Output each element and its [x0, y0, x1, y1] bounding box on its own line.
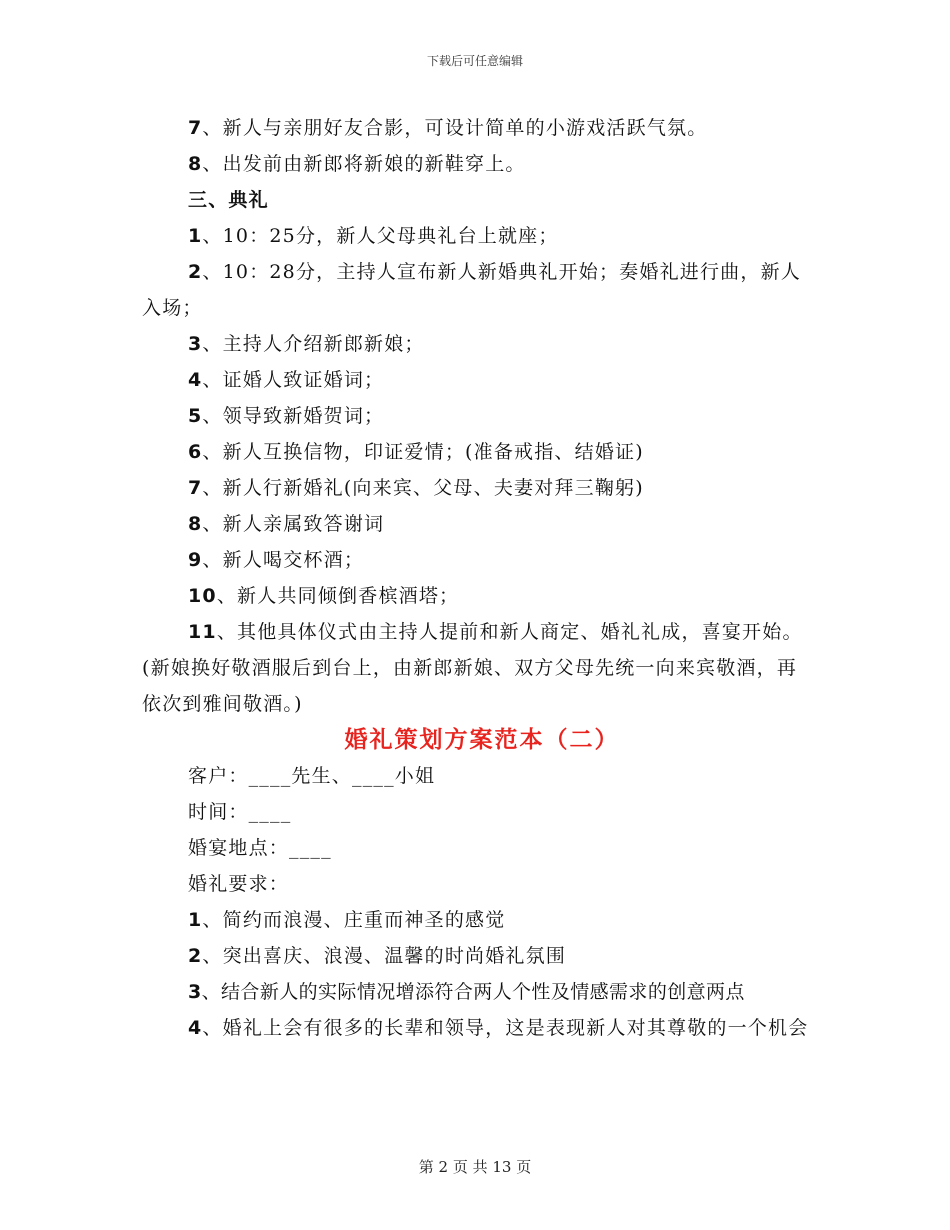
item-text: 、新人亲属致答谢词: [202, 513, 385, 535]
item-text: 、新人共同倾倒香槟酒塔；: [216, 585, 460, 607]
info-client: 客户：____先生、____小姐: [188, 765, 436, 787]
item-text: 、新人喝交杯酒；: [202, 549, 365, 571]
item-number: 9: [188, 549, 203, 571]
item-number: 10: [188, 585, 217, 607]
item-number: 8: [188, 153, 203, 175]
info-requirements: 婚礼要求：: [188, 873, 290, 895]
item-text: 、出发前由新郎将新娘的新鞋穿上。: [202, 153, 526, 175]
item-number: 4: [188, 369, 203, 391]
item-text: 、10：28分，主持人宣布新人新婚典礼开始；奏婚礼进行曲，新人入场；: [142, 261, 801, 319]
item-number: 2: [188, 261, 203, 283]
list-item: [142, 218, 812, 254]
list-item: [142, 902, 812, 938]
item-text: 、领导致新婚贺词；: [202, 405, 385, 427]
list-item: [142, 506, 812, 542]
item-number: 6: [188, 441, 203, 463]
list-item: [142, 254, 812, 326]
item-text: 、新人行新婚礼(向来宾、父母、夫妻对拜三鞠躬): [202, 477, 644, 499]
page-footer: 第 2 页 共 13 页: [418, 1158, 532, 1176]
item-text: 、证婚人致证婚词；: [202, 369, 385, 391]
section-title: 婚礼策划方案范本（二）: [344, 726, 620, 753]
item-text: 、10：25分，新人父母典礼台上就座；: [202, 225, 559, 247]
page-header: 下载后可任意编辑: [426, 54, 523, 68]
item-number: 7: [188, 477, 203, 499]
list-item: [142, 1010, 812, 1046]
item-number: 1: [188, 909, 203, 931]
item-number: 3: [188, 981, 202, 1003]
list-item: [142, 434, 812, 470]
list-item: [142, 614, 812, 722]
item-number: 11: [188, 621, 217, 643]
list-item: [142, 326, 812, 362]
item-number: 3: [188, 333, 203, 355]
item-number: 7: [188, 117, 203, 139]
list-item: [142, 470, 812, 506]
item-text: 、简约而浪漫、庄重而神圣的感觉: [202, 909, 506, 931]
item-number: 1: [188, 225, 203, 247]
item-text: 、新人与亲朋好友合影，可设计简单的小游戏活跃气氛。: [202, 117, 708, 139]
list-item: [142, 578, 812, 614]
item-text: 、主持人介绍新郎新娘；: [202, 333, 425, 355]
item-text: 、突出喜庆、浪漫、温馨的时尚婚礼氛围: [202, 945, 567, 967]
info-time: 时间：____: [188, 801, 292, 823]
info-venue: 婚宴地点：____: [188, 837, 332, 859]
list-item: [142, 938, 812, 974]
item-number: 2: [188, 945, 203, 967]
item-number: 8: [188, 513, 203, 535]
list-item: [142, 110, 812, 146]
item-number: 4: [188, 1017, 203, 1039]
list-item: [142, 362, 812, 398]
item-text: 、结合新人的实际情况增添符合两人个性及情感需求的创意两点: [201, 981, 745, 1003]
list-item: [142, 146, 812, 182]
item-text: 、婚礼上会有很多的长辈和领导，这是表现新人对其尊敬的一个机会: [202, 1017, 809, 1039]
section-heading: 三、典礼: [188, 189, 269, 211]
list-item: [142, 974, 812, 1010]
document-body: [142, 110, 812, 1046]
item-number: 5: [188, 405, 203, 427]
item-text: 、新人互换信物，印证爱情；(准备戒指、结婚证): [202, 441, 644, 463]
list-item: [142, 542, 812, 578]
list-item: [142, 398, 812, 434]
item-text: 、其他具体仪式由主持人提前和新人商定、婚礼礼成，喜宴开始。(新娘换好敬酒服后到台上，由新郎新娘、双方父母先统一向来宾敬酒，再依次到雅间敬酒。): [142, 621, 803, 715]
